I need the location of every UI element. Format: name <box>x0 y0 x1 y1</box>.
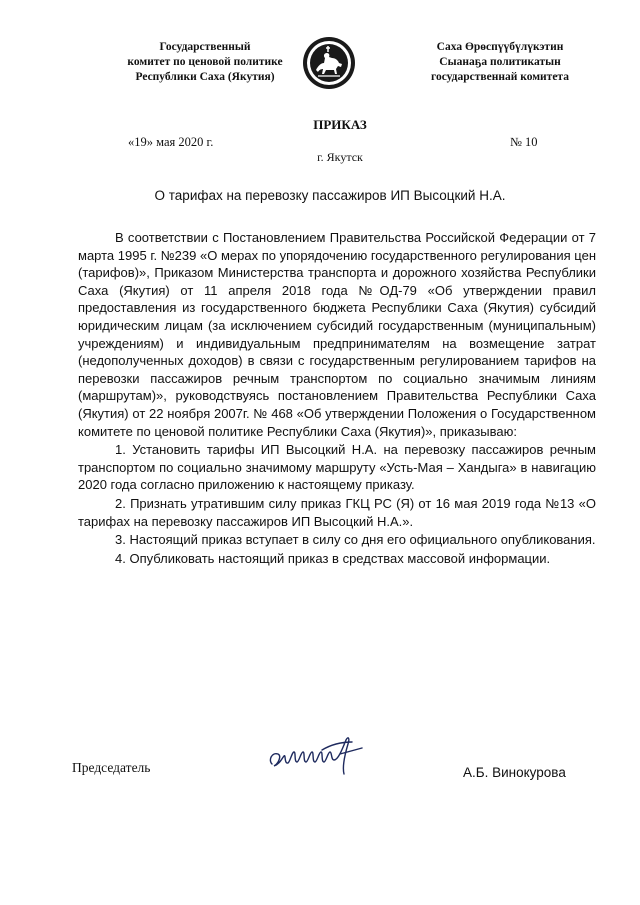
order-item-3: 3. Настоящий приказ вступает в силу со дня его официального опубликования. <box>115 532 596 548</box>
order-subject: О тарифах на перевозку пассажиров ИП Высоцкий Н.А. <box>154 188 506 203</box>
header-right-line2: Сыанаҕа политикатын <box>439 56 561 68</box>
header-left-line1: Государственный <box>159 41 251 53</box>
order-body <box>78 229 596 567</box>
header-right-agency-name <box>395 40 605 85</box>
signer-name: А.Б. Винокурова <box>463 765 566 780</box>
order-title: ПРИКАЗ <box>313 117 367 132</box>
handwritten-signature <box>262 730 372 780</box>
order-date: «19» мая 2020 г. <box>128 135 214 149</box>
header-right-line1: Саха Өрөспүүбүлүкэтин <box>436 41 564 53</box>
order-item-4: 4. Опубликовать настоящий приказ в средствах массовой информации. <box>115 550 551 566</box>
preamble-paragraph: В соответствии с Постановлением Правительства Российской Федерации от 7 марта 1995 г. №239 «О мерах по упорядочению государственного регулирования цен (тарифов)», Приказом Министерства транспорта и дорожного хозяйства Республики Саха (Якутия) от 11 апреля 2018 года №ОД-79 «Об утверждении правил предоставления из государственного бюджета Республики Саха (Якутия) субсидий юридическим лицам (за исключением субсидий государственным (муниципальным) учреждениям) и индивидуальным предпринимателям на возмещение затрат (недополученных доходов) в связи с государственным регулированием тарифов на перевозки пассажиров речным транспортом по социально значимым линиям (маршрутам)», руководствуясь постановлением Правительства Республики Саха (Якутия) от 22 ноября 2007г. № 468 «Об утверждении Положения о Государственном комитете по ценовой политике Республики Саха (Якутия)», приказываю: <box>78 230 596 439</box>
coat-of-arms-emblem <box>302 36 356 90</box>
signer-title: Председатель <box>72 760 151 775</box>
order-city: г. Якутск <box>317 150 363 164</box>
order-number: № 10 <box>510 135 538 149</box>
header-right-line3: государственнай комитета <box>431 71 569 83</box>
order-item-1: 1. Установить тарифы ИП Высоцкий Н.А. на перевозку пассажиров речным транспортом по социально значимому маршруту «Усть-Мая – Хандыга» в навигацию 2020 года согласно приложению к настоящему приказу. <box>78 442 596 493</box>
order-item-2: 2. Признать утратившим силу приказ ГКЦ РС (Я) от 16 мая 2019 года №13 «О тарифах на перевозку пассажиров ИП Высоцкий Н.А.». <box>78 495 596 529</box>
header-left-line2: комитет по ценовой политике <box>127 56 283 68</box>
header-left-agency-name <box>100 40 310 85</box>
header-left-line3: Республики Саха (Якутия) <box>135 71 275 83</box>
